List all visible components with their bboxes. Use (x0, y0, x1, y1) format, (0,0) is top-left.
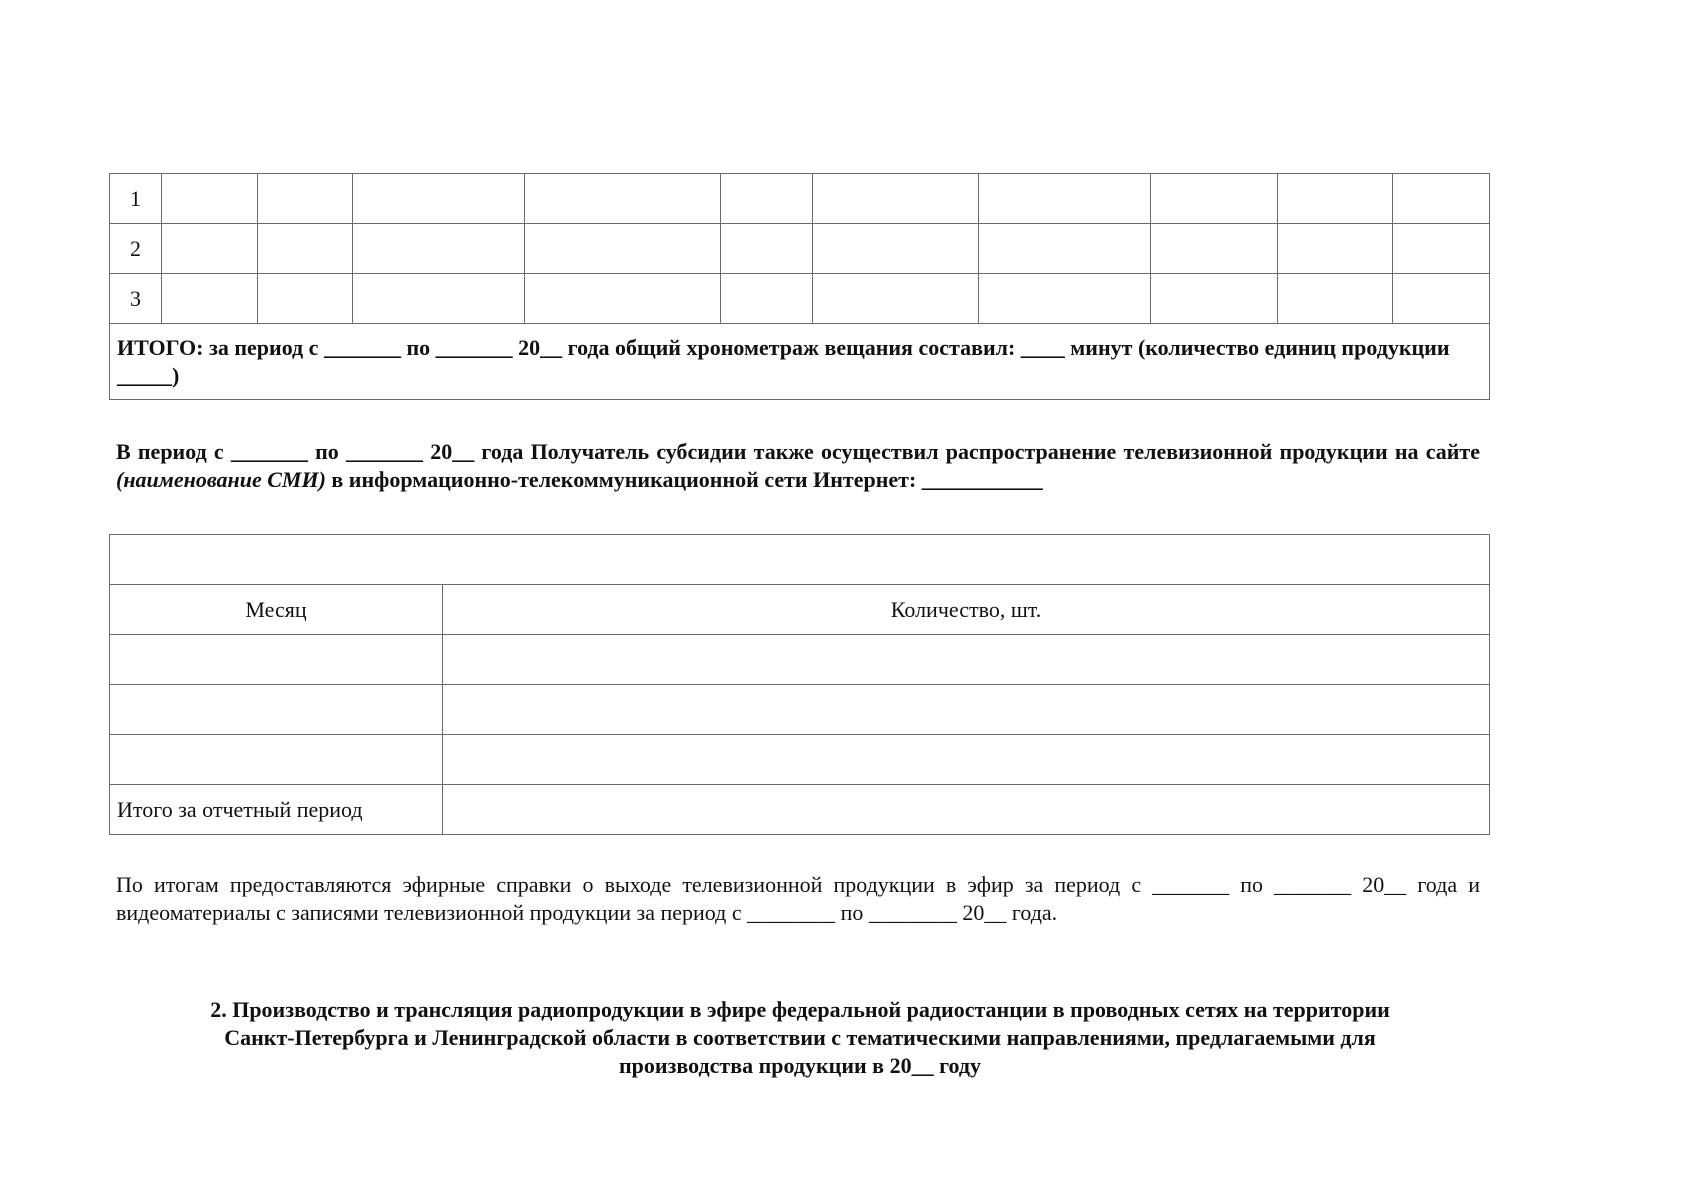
row-number: 3 (110, 274, 162, 324)
total-summary-text: ИТОГО: за период с _______ по _______ 20__ года общий хронометраж вещания составил: ____ минут (количество единиц продукции _____) (110, 324, 1490, 400)
table-row (110, 685, 1490, 735)
monthly-count-table (109, 534, 1490, 835)
count-column-header: Количество, шт. (443, 585, 1490, 635)
section-heading-line: 2. Производство и трансляция радиопродукции в эфире федеральной радиостанции в проводных сетях на территории (210, 997, 1390, 1022)
section-heading-line: Санкт-Петербурга и Ленинградской области в соответствии с тематическими направлениями, предлагаемыми для (224, 1025, 1376, 1050)
table-row (110, 174, 1490, 224)
month-column-header: Месяц (110, 585, 443, 635)
table-row (110, 735, 1490, 785)
broadcast-grid-table (109, 173, 1490, 400)
media-name-placeholder: (наименование СМИ) (116, 467, 326, 492)
table-title-row (110, 535, 1490, 585)
report-paragraph: По итогам предоставляются эфирные справки о выходе телевизионной продукции в эфир за период с _______ по _______ 20__ года и видеоматериалы с записями телевизионной продукции за период с ________ по ________ 20__ года. (116, 872, 1480, 925)
section-heading (120, 996, 1480, 1080)
row-number: 1 (110, 174, 162, 224)
period-paragraph (116, 438, 1480, 494)
section-heading-line: производства продукции в 20__ году (618, 1053, 982, 1078)
total-row (110, 324, 1490, 400)
row-number: 2 (110, 224, 162, 274)
total-row (110, 785, 1490, 835)
table-row (110, 274, 1490, 324)
table-header-row (110, 585, 1490, 635)
period-total-label: Итого за отчетный период (110, 785, 443, 835)
table-row (110, 635, 1490, 685)
table-row (110, 224, 1490, 274)
period-paragraph-text: В период с _______ по _______ 20__ года Получатель субсидии также осуществил распространение телевизионной продукции на сайте (116, 439, 1480, 464)
period-paragraph-text-end: в информационно-телекоммуникационной сети Интернет: ___________ (325, 467, 1043, 492)
